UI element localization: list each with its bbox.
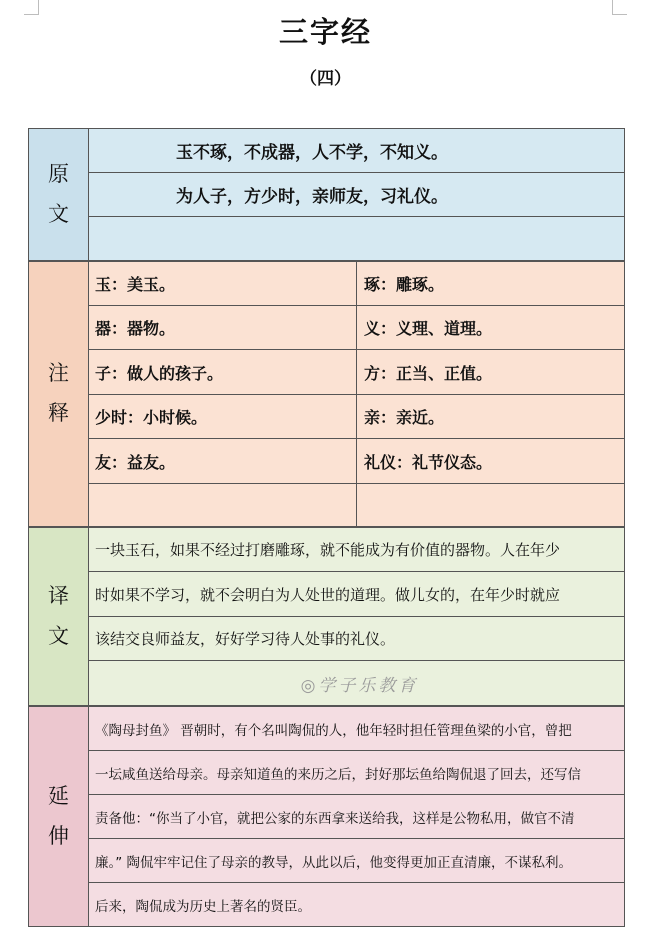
translation-label [29, 528, 89, 705]
note-cell: 方：正当、正值。 [357, 350, 624, 395]
translation-line: 一块玉石，如果不经过打磨雕琢，就不能成为有价值的器物。人在年少 [88, 528, 624, 572]
extension-label [29, 707, 89, 926]
label-char: 伸 [48, 823, 69, 848]
note-cell: 义：义理、道理。 [357, 306, 624, 350]
translation-line: 该结交良师益友，好好学习待人处事的礼仪。 [88, 617, 624, 661]
extension-line: 廉。” 陶侃牢牢记住了母亲的教导，从此以后，他变得更加正直清廉，不谋私利。 [88, 839, 624, 883]
page-subtitle: （四） [300, 69, 351, 89]
note-cell: 玉：美玉。 [88, 262, 357, 306]
label-char: 注 [48, 361, 69, 386]
translation-line: 时如果不学习，就不会明白为人处世的道理。做儿女的，在年少时就应 [88, 572, 624, 617]
original-line-empty [88, 217, 624, 260]
note-cell: 琢：雕琢。 [357, 262, 624, 306]
extension-line: 一坛咸鱼送给母亲。母亲知道鱼的来历之后，封好那坛鱼给陶侃退了回去，还写信 [88, 751, 624, 795]
original-line: 为人子，方少时，亲师友，习礼仪。 [88, 173, 624, 217]
note-cell: 少时：小时候。 [88, 395, 357, 439]
note-cell: 器：器物。 [88, 306, 357, 350]
label-char: 文 [48, 623, 69, 648]
watermark-row [88, 661, 624, 705]
label-char: 译 [48, 583, 69, 608]
note-cell: 子：做人的孩子。 [88, 350, 357, 395]
original-line: 玉不琢，不成器，人不学，不知义。 [88, 129, 624, 173]
note-cell: 友：益友。 [88, 439, 357, 484]
extension-line: 责备他：“你当了小官，就把公家的东西拿来送给我，这样是公物私用，做官不清 [88, 795, 624, 839]
extension-section [28, 706, 625, 927]
note-cell: 礼仪：礼节仪态。 [357, 439, 624, 484]
label-char: 原 [48, 161, 69, 186]
notes-label [29, 262, 89, 526]
page-title: 三字经 [278, 15, 372, 49]
watermark: ◎学子乐教育 [300, 675, 419, 696]
note-cell: 亲：亲近。 [357, 395, 624, 439]
label-char: 释 [48, 401, 69, 425]
label-char: 延 [48, 783, 69, 808]
note-cell-empty [357, 484, 624, 526]
notes-section [28, 261, 625, 527]
label-char: 文 [48, 201, 69, 226]
translation-section [28, 527, 625, 706]
original-text-section [28, 128, 625, 261]
extension-line: 《陶母封鱼》 晋朝时，有个名叫陶侃的人，他年轻时担任管理鱼梁的小官，曾把 [88, 707, 624, 751]
original-text-label [29, 129, 89, 260]
note-cell-empty [88, 484, 357, 526]
extension-line: 后来，陶侃成为历史上著名的贤臣。 [95, 898, 311, 915]
